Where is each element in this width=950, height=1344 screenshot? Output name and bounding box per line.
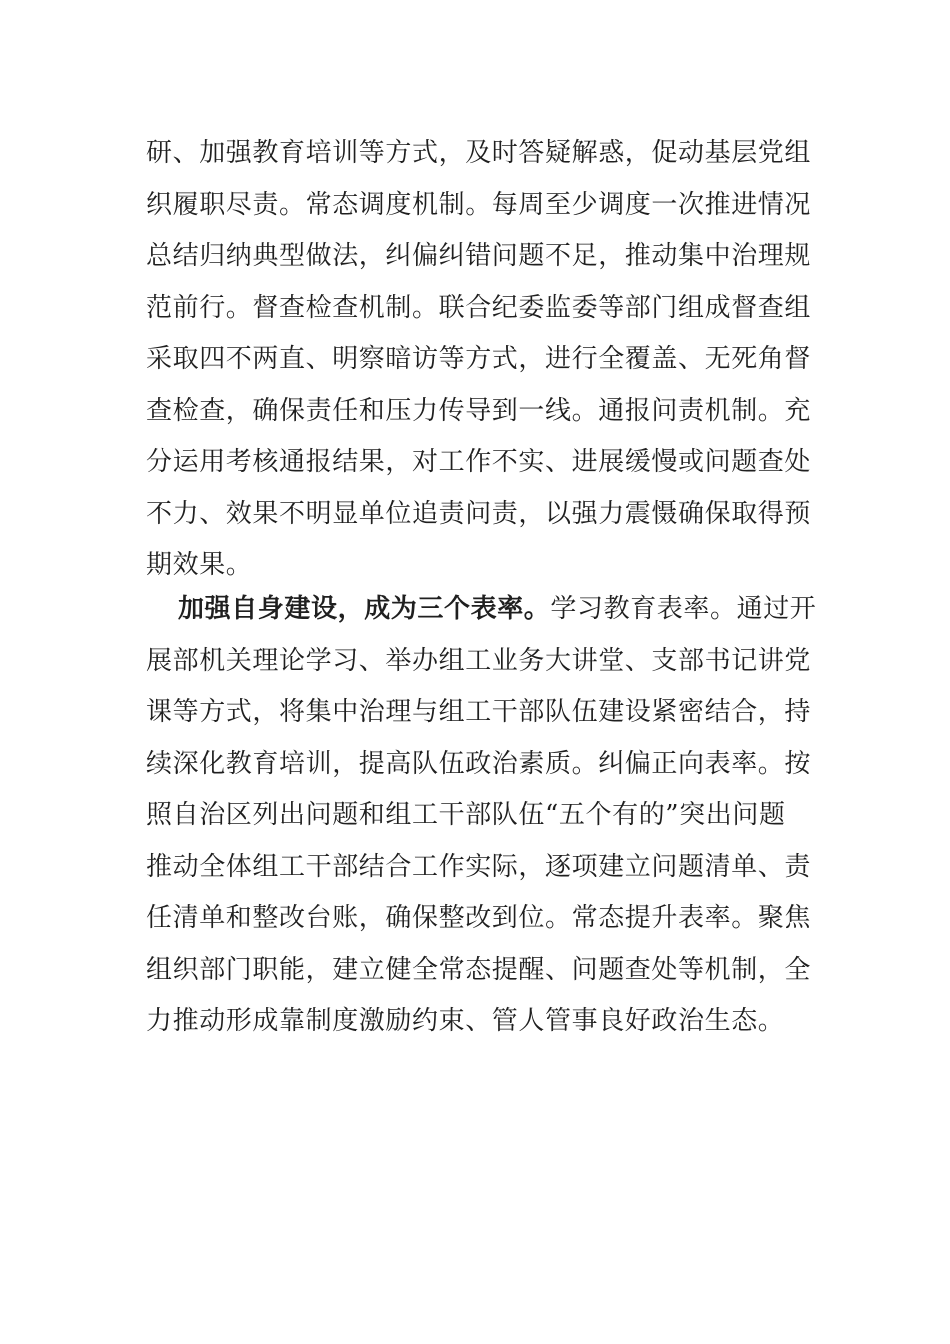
paragraph-self-building (146, 584, 817, 1048)
text-line: 组织部门职能，建立健全常态提醒、问题查处等机制，全 (146, 954, 812, 985)
text-line: 续深化教育培训，提高队伍政治素质。纠偏正向表率。按 (146, 748, 812, 779)
text-line: 总结归纳典型做法，纠偏纠错问题不足，推动集中治理规 (146, 241, 812, 271)
first-line-text: 学习教育表率。通过开 (550, 594, 817, 624)
text-line: 采取四不两直、明察暗访等方式，进行全覆盖、无死角督 (146, 344, 812, 374)
text-line: 任清单和整改台账，确保整改到位。常态提升表率。聚焦 (146, 903, 812, 933)
text-line: 课等方式，将集中治理与组工干部队伍建设紧密结合，持 (146, 697, 812, 727)
text-line: 力推动形成靠制度激励约束、管人管事良好政治生态。 (146, 1006, 785, 1036)
text-line: 分运用考核通报结果，对工作不实、进展缓慢或问题查处 (146, 447, 812, 477)
text-line: 推动全体组工干部结合工作实际，逐项建立问题清单、责 (146, 851, 812, 882)
paragraph-mechanisms (146, 128, 812, 592)
text-line: 照自治区列出问题和组工干部队伍“五个有的”突出问题 (146, 800, 786, 830)
text-line: 查检查，确保责任和压力传导到一线。通报问责机制。充 (146, 395, 812, 426)
text-line: 范前行。督查检查机制。联合纪委监委等部门组成督查组 (146, 292, 812, 323)
text-line: 不力、效果不明显单位追责问责，以强力震慑确保取得预 (146, 498, 812, 529)
paragraph-heading: 加强自身建设，成为三个表率。 (178, 594, 551, 624)
text-line: 织履职尽责。常态调度机制。每周至少调度一次推进情况 (146, 189, 812, 220)
text-line-first (146, 584, 817, 636)
text-line: 期效果。 (146, 550, 253, 580)
text-line: 研、加强教育培训等方式，及时答疑解惑，促动基层党组 (146, 138, 812, 168)
text-line: 展部机关理论学习、举办组工业务大讲堂、支部书记讲党 (146, 645, 812, 676)
